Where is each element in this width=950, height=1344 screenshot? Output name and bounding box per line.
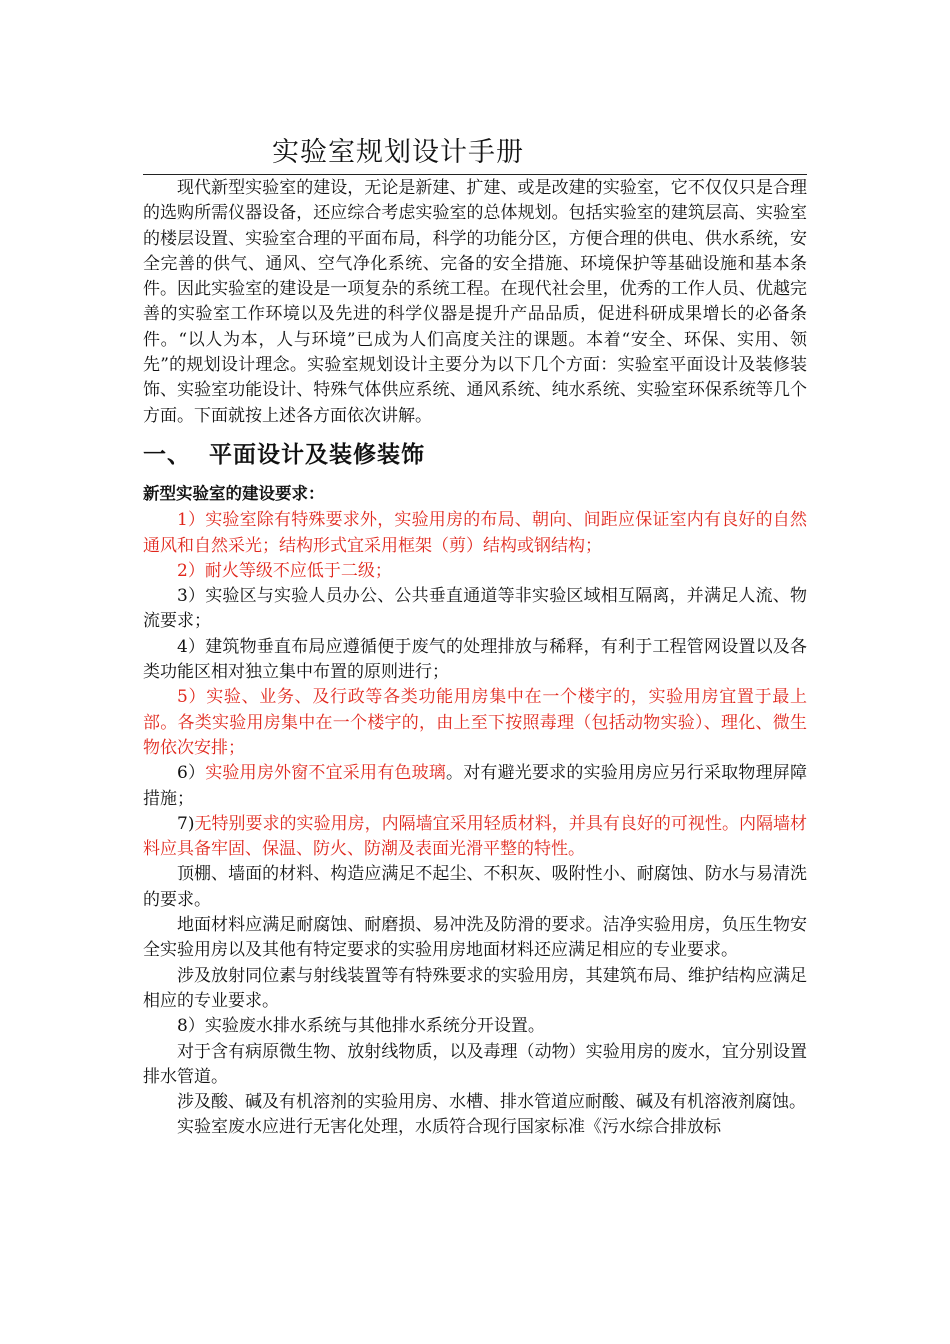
acid-paragraph: 涉及酸、碱及有机溶剂的实验用房、水槽、排水管道应耐酸、碱及有机溶液剂腐蚀。: [177, 1092, 806, 1113]
item-6-prefix: 6）: [177, 763, 206, 784]
radiation-paragraph: 涉及放射同位素与射线装置等有特殊要求的实验用房，其建筑布局、维护结构应满足相应的专业要求。: [143, 965, 807, 1011]
title-divider: [143, 174, 807, 175]
requirement-item-3: 3）实验区与实验人员办公、公共垂直通道等非实验区域相互隔离，并满足人流、物流要求；: [143, 586, 807, 632]
page-title: 实验室规划设计手册: [272, 137, 524, 168]
intro-paragraph: 现代新型实验室的建设，无论是新建、扩建、或是改建的实验室，它不仅仅只是合理的选购所需仪器设备，还应综合考虑实验室的总体规划。包括实验室的建筑层高、实验室的楼层设置、实验室合理的平面布局，科学的功能分区，方便合理的供电、供水系统，安全完善的供气、通风、空气净化系统、完备的安全措施、环境保护等基础设施和基本条件。因此实验室的建设是一项复杂的系统工程。在现代社会里，优秀的工作人员、优越完善的实验室工作环境以及先进的科学仪器是提升产品品质，促进科研成果增长的必备条件。“以人为本，人与环境”已成为人们高度关注的课题。本着“安全、环保、实用、领先”的规划设计理念。实验室规划设计主要分为以下几个方面：实验室平面设计及装修装饰、实验室功能设计、特殊气体供应系统、通风系统、纯水系统、实验室环保系统等几个方面。下面就按上述各方面依次讲解。: [143, 178, 807, 426]
floor-paragraph: 地面材料应满足耐腐蚀、耐磨损、易冲洗及防滑的要求。洁净实验用房，负压生物安全实验用房以及其他有特定要求的实验用房地面材料还应满足相应的专业要求。: [143, 915, 807, 961]
item-7-highlight: 无特别要求的实验用房，内隔墙宜采用轻质材料，并具有良好的可视性。内隔墙材料应具备牢固、保温、防火、防潮及表面光滑平整的特性。: [143, 813, 807, 860]
pathogen-paragraph: 对于含有病原微生物、放射线物质，以及毒理（动物）实验用房的废水，宜分别设置排水管道。: [143, 1041, 807, 1087]
ceiling-paragraph: 顶棚、墙面的材料、构造应满足不起尘、不积灰、吸附性小、耐腐蚀、防水与易清洗的要求。: [143, 864, 807, 910]
section-heading: [143, 435, 807, 475]
requirement-item-2: 2）耐火等级不应低于二级；: [177, 560, 392, 581]
requirement-item-4: 4）建筑物垂直布局应遵循便于废气的处理排放与稀释，有利于工程管网设置以及各类功能区相对独立集中布置的原则进行；: [143, 636, 807, 683]
requirements-subheading: 新型实验室的建设要求：: [143, 483, 325, 503]
item-6-highlight: 实验用房外窗不宜采用有色玻璃: [205, 763, 447, 784]
item-7-prefix: 7): [177, 813, 195, 834]
requirement-item-6: [143, 761, 807, 812]
requirement-item-7: [143, 812, 807, 863]
requirement-item-8: 8）实验废水排水系统与其他排水系统分开设置。: [177, 1016, 545, 1037]
section-title: 平面设计及装修装饰: [209, 441, 425, 468]
requirement-item-5: 5）实验、业务、及行政等各类功能用房集中在一个楼宇的，实验用房宜置于最上部。各类实验用房集中在一个楼宇的，由上至下按照毒理（包括动物实验）、理化、微生物依次安排；: [143, 687, 807, 758]
requirement-item-1: 1）实验室除有特殊要求外，实验用房的布局、朝向、间距应保证室内有良好的自然通风和自然采光；结构形式宜采用框架（剪）结构或钢结构；: [143, 510, 807, 556]
waste-paragraph: 实验室废水应进行无害化处理，水质符合现行国家标准《污水综合排放标: [177, 1117, 721, 1138]
item-6-rest: 。对有避光要求的实验用房应另行采取物理屏障措施；: [143, 763, 807, 809]
document-body: [143, 176, 807, 1141]
section-number: 一、: [143, 441, 191, 468]
